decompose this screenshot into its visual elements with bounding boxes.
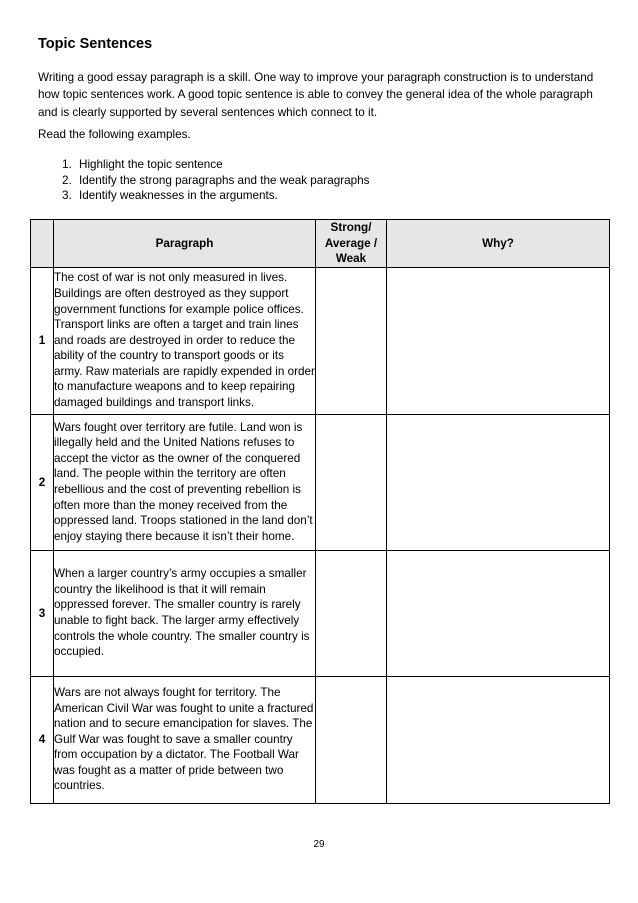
table-row: [31, 676, 610, 803]
why-cell[interactable]: [387, 414, 610, 550]
row-number: 1: [31, 267, 54, 414]
instruction-item: 2. Identify the strong paragraphs and the weak paragraphs: [75, 173, 369, 189]
exercise-table: [30, 219, 610, 804]
table-row: [31, 414, 610, 550]
paragraph-cell: Wars are not always fought for territory. The American Civil War was fought to unite a fractured nation and to secure emancipation for slaves. The Gulf War was fought to save a smaller country from occupation by a dictator. The Football War was fought as a matter of pride between two countries.: [54, 676, 316, 803]
row-number: 4: [31, 676, 54, 803]
page-title: Topic Sentences: [38, 36, 153, 52]
rating-cell[interactable]: [316, 676, 387, 803]
intro-paragraph: Writing a good essay paragraph is a skill. One way to improve your paragraph construction is to understand how topic sentences work. A good topic sentence is able to convey the general idea of the whole paragraph and is clearly supported by several sentences which connect to it.: [38, 71, 594, 119]
instruction-item: 1. Highlight the topic sentence: [75, 157, 369, 173]
why-cell[interactable]: [387, 676, 610, 803]
why-cell[interactable]: [387, 550, 610, 676]
header-why: Why?: [387, 220, 610, 268]
table-row: [31, 550, 610, 676]
header-number: [31, 220, 54, 268]
instruction-list: [38, 157, 369, 204]
page-number: 29: [313, 839, 325, 850]
instruction-item: 3. Identify weaknesses in the arguments.: [75, 188, 369, 204]
paragraph-cell: Wars fought over territory are futile. Land won is illegally held and the United Nations refuses to accept the victor as the owner of the conquered land. The people within the territory are often rebellious and the cost of preventing rebellion is often more than the money received from the oppressed land. Troops stationed in the land don’t enjoy staying there because it isn’t their home.: [54, 414, 316, 550]
rating-cell[interactable]: [316, 267, 387, 414]
header-paragraph: Paragraph: [54, 220, 316, 268]
paragraph-cell: When a larger country’s army occupies a smaller country the likelihood is that it will remain oppressed forever. The smaller country is rarely unable to fight back. The larger army effectively controls the whole country. The smaller country is occupied.: [54, 550, 316, 676]
header-rating: Strong/ Average / Weak: [316, 220, 387, 268]
row-number: 3: [31, 550, 54, 676]
paragraph-cell: The cost of war is not only measured in lives. Buildings are often destroyed as they support government functions for example police offices. Transport links are often a target and train lines and roads are destroyed in order to reduce the ability of the country to transport goods or its army. Raw materials are rapidly expended in order to manufacture weapons and to keep repairing damaged buildings and transport links.: [54, 267, 316, 414]
row-number: 2: [31, 414, 54, 550]
rating-cell[interactable]: [316, 550, 387, 676]
table-header-row: [31, 220, 610, 268]
why-cell[interactable]: [387, 267, 610, 414]
table-row: [31, 267, 610, 414]
rating-cell[interactable]: [316, 414, 387, 550]
read-prompt: Read the following examples.: [38, 128, 191, 141]
